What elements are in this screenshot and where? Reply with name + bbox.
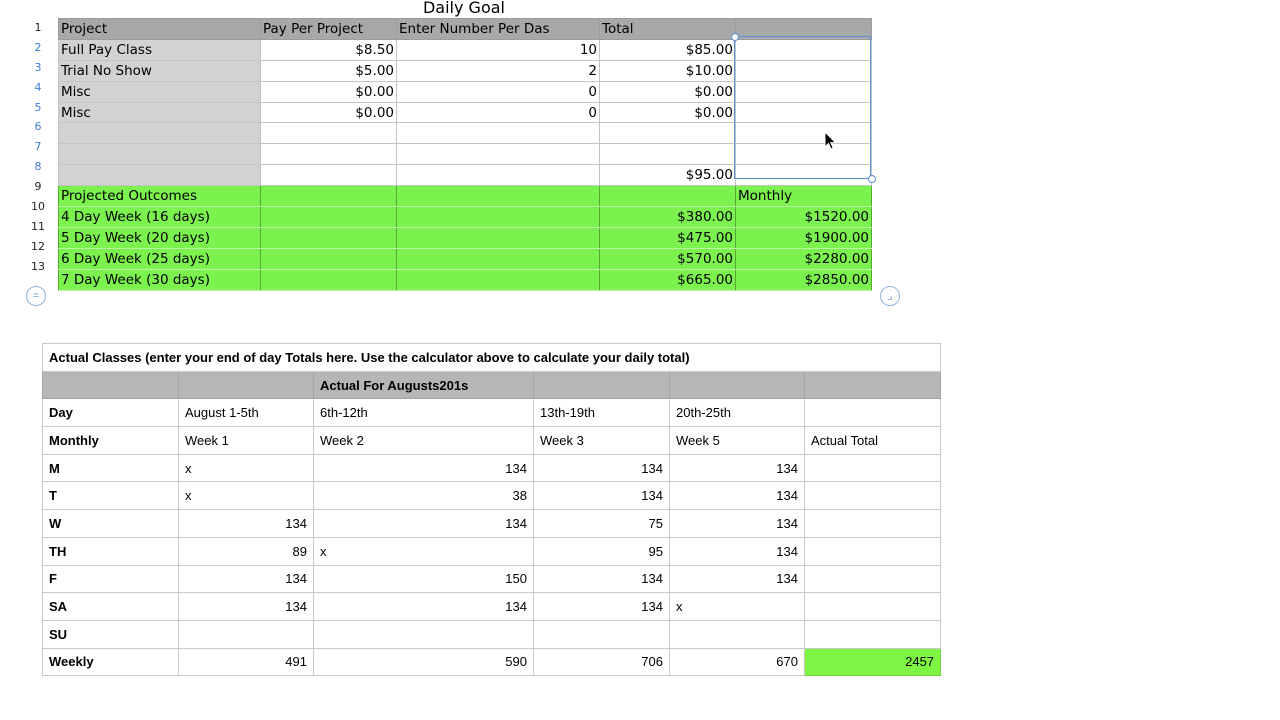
row-number[interactable]: 6 [34,120,42,134]
header-row [43,371,941,399]
row-number[interactable]: 2 [34,40,42,54]
selection-handle[interactable] [868,175,876,183]
outcome-row [59,269,872,290]
table-cell[interactable]: 13th-19th [534,399,670,427]
table-cell[interactable]: $8.50 [261,39,397,60]
table-cell[interactable]: 134 [670,454,805,482]
header-cell[interactable]: Enter Number Per Das [397,19,600,40]
table-cell[interactable] [59,144,261,165]
table-cell[interactable]: 38 [314,482,534,510]
table-cell[interactable]: x [179,454,314,482]
row-number[interactable]: 7 [34,140,42,154]
outcome-row [59,227,872,248]
table-cell[interactable]: $380.00 [600,207,736,228]
row-number[interactable]: 8 [34,160,42,174]
table-cell[interactable]: Projected Outcomes [59,186,261,207]
table-cell[interactable]: $1520.00 [736,207,872,228]
table-cell[interactable]: Day [43,399,179,427]
table-row [43,565,941,593]
header-cell[interactable]: Actual For Augusts201s [314,371,534,399]
table-cell[interactable]: Weekly [43,648,179,676]
table-cell[interactable] [736,81,872,102]
table-cell[interactable] [805,537,941,565]
table-cell[interactable] [670,620,805,648]
table-cell[interactable] [397,248,600,269]
table-cell[interactable] [805,482,941,510]
table-cell[interactable]: 6th-12th [314,399,534,427]
table-cell[interactable]: 134 [314,593,534,621]
table-cell[interactable] [397,144,600,165]
table-cell[interactable]: 134 [534,565,670,593]
table-cell[interactable]: 6 Day Week (25 days) [59,248,261,269]
table-cell[interactable]: 20th-25th [670,399,805,427]
table-cell[interactable]: August 1-5th [179,399,314,427]
table-cell[interactable]: Week 3 [534,427,670,455]
header-cell[interactable] [534,371,670,399]
table-cell[interactable] [261,165,397,186]
table-row [59,123,872,144]
table-cell[interactable]: 134 [179,565,314,593]
table-row [43,593,941,621]
table-cell[interactable] [261,269,397,290]
table-cell[interactable]: $2280.00 [736,248,872,269]
table-cell[interactable]: 75 [534,510,670,538]
table-cell[interactable]: 134 [534,482,670,510]
table-cell[interactable]: 134 [670,510,805,538]
table-cell[interactable] [805,510,941,538]
table-cell[interactable]: $0.00 [600,102,736,123]
row-number[interactable]: 10 [31,200,45,214]
actual-classes-table [42,343,941,676]
row-number-gutter[interactable] [28,18,48,277]
selection-handle[interactable] [731,33,739,41]
table-row [59,39,872,60]
table-cell[interactable] [397,269,600,290]
table-cell[interactable] [261,144,397,165]
table-row [43,427,941,455]
table-row [59,60,872,81]
table-cell[interactable]: 95 [534,537,670,565]
table-cell[interactable]: 134 [314,454,534,482]
table-cell[interactable]: 706 [534,648,670,676]
table-cell[interactable]: $85.00 [600,39,736,60]
table-row [43,620,941,648]
table-cell[interactable]: 150 [314,565,534,593]
table-cell[interactable] [261,207,397,228]
header-cell[interactable]: Total [600,19,736,40]
actual-classes-title[interactable]: Actual Classes (enter your end of day Totals here. Use the calculator above to calculate your daily total) [43,344,941,372]
table-cell[interactable]: 0 [397,102,600,123]
table-cell[interactable]: $665.00 [600,269,736,290]
table-cell[interactable] [397,165,600,186]
table-cell[interactable] [397,227,600,248]
header-cell[interactable] [670,371,805,399]
table-row [59,165,872,186]
table-cell[interactable] [736,144,872,165]
table-cell[interactable]: Monthly [43,427,179,455]
table-cell[interactable] [805,593,941,621]
row-number[interactable]: 4 [34,80,42,94]
table-cell[interactable]: Week 5 [670,427,805,455]
table-row [43,482,941,510]
resize-handle-icon[interactable]: ⌟ [880,286,900,306]
table-cell[interactable] [736,39,872,60]
table-cell[interactable]: 134 [534,593,670,621]
table-cell[interactable]: $2850.00 [736,269,872,290]
header-cell[interactable] [805,371,941,399]
table-cell[interactable] [397,186,600,207]
table-row [43,454,941,482]
table-cell[interactable] [179,620,314,648]
table-cell[interactable]: x [670,593,805,621]
table-cell[interactable]: $95.00 [600,165,736,186]
table-cell[interactable]: 5 Day Week (20 days) [59,227,261,248]
table-cell[interactable]: Actual Total [805,427,941,455]
table-cell[interactable]: Week 2 [314,427,534,455]
table-cell[interactable]: 134 [534,454,670,482]
outcomes-header-row [59,186,872,207]
table-cell[interactable] [600,144,736,165]
header-cell[interactable]: Pay Per Project [261,19,397,40]
table-cell[interactable]: x [314,537,534,565]
table-cell[interactable] [261,227,397,248]
table-cell[interactable]: F [43,565,179,593]
row-number[interactable]: 5 [34,100,42,114]
table-cell[interactable] [736,165,872,186]
table-row [59,102,872,123]
table-cell[interactable]: SU [43,620,179,648]
title-row [43,344,941,372]
table-cell[interactable] [600,123,736,144]
mouse-pointer-icon [824,131,838,151]
table-cell[interactable]: Misc [59,81,261,102]
table-cell[interactable] [736,102,872,123]
table-cell[interactable] [736,60,872,81]
table-cell[interactable]: $0.00 [600,81,736,102]
table-cell[interactable]: $0.00 [261,102,397,123]
table-cell[interactable] [805,399,941,427]
table-cell[interactable] [314,620,534,648]
table-row [59,81,872,102]
weekly-total-row [43,648,941,676]
header-cell[interactable] [736,19,872,40]
table-cell[interactable]: Monthly [736,186,872,207]
table-cell[interactable] [59,165,261,186]
table-cell[interactable] [736,123,872,144]
row-number[interactable]: 13 [31,259,45,273]
table-cell[interactable] [805,565,941,593]
table-cell[interactable]: $5.00 [261,60,397,81]
outcome-row [59,207,872,228]
table-row [59,144,872,165]
table-cell[interactable]: M [43,454,179,482]
table-cell[interactable]: $1900.00 [736,227,872,248]
table-cell[interactable]: $570.00 [600,248,736,269]
table-cell[interactable] [805,620,941,648]
table-cell[interactable]: 491 [179,648,314,676]
table-cell[interactable]: 134 [314,510,534,538]
table-row [43,399,941,427]
table-cell[interactable]: 134 [670,482,805,510]
actual-total-cell[interactable]: 2457 [805,648,941,676]
table-cell[interactable]: 134 [179,593,314,621]
table-cell[interactable]: 670 [670,648,805,676]
table-cell[interactable]: TH [43,537,179,565]
table-cell[interactable]: 4 Day Week (16 days) [59,207,261,228]
daily-goal-title: Daily Goal [422,0,505,17]
table-cell[interactable]: Full Pay Class [59,39,261,60]
table-cell[interactable]: 134 [670,537,805,565]
header-row [59,19,872,40]
row-number[interactable]: 3 [34,60,42,74]
header-cell[interactable] [43,371,179,399]
table-cell[interactable]: 7 Day Week (30 days) [59,269,261,290]
table-cell[interactable]: W [43,510,179,538]
table-cell[interactable] [397,207,600,228]
row-number[interactable]: 11 [31,219,45,233]
table-cell[interactable]: SA [43,593,179,621]
table-menu-icon[interactable]: = [26,286,46,306]
table-cell[interactable] [261,123,397,144]
header-cell[interactable]: Project [59,19,261,40]
table-cell[interactable] [397,123,600,144]
table-cell[interactable] [600,186,736,207]
table-cell[interactable] [59,123,261,144]
table-cell[interactable]: Week 1 [179,427,314,455]
header-cell[interactable] [179,371,314,399]
table-cell[interactable]: Trial No Show [59,60,261,81]
table-cell[interactable]: x [179,482,314,510]
table-row [43,510,941,538]
table-cell[interactable] [261,186,397,207]
table-cell[interactable] [805,454,941,482]
row-number[interactable]: 1 [34,21,42,34]
table-cell[interactable]: $0.00 [261,81,397,102]
table-cell[interactable]: Misc [59,102,261,123]
table-cell[interactable]: 590 [314,648,534,676]
row-number[interactable]: 9 [34,180,42,194]
table-cell[interactable]: 0 [397,81,600,102]
table-cell[interactable]: $10.00 [600,60,736,81]
daily-goal-table [58,18,872,291]
table-row [43,537,941,565]
table-cell[interactable]: T [43,482,179,510]
table-cell[interactable]: 89 [179,537,314,565]
row-number[interactable]: 12 [31,239,45,253]
table-cell[interactable]: $475.00 [600,227,736,248]
table-cell[interactable]: 2 [397,60,600,81]
table-cell[interactable] [534,620,670,648]
outcome-row [59,248,872,269]
table-cell[interactable] [261,248,397,269]
table-cell[interactable]: 134 [670,565,805,593]
table-cell[interactable]: 134 [179,510,314,538]
table-cell[interactable]: 10 [397,39,600,60]
